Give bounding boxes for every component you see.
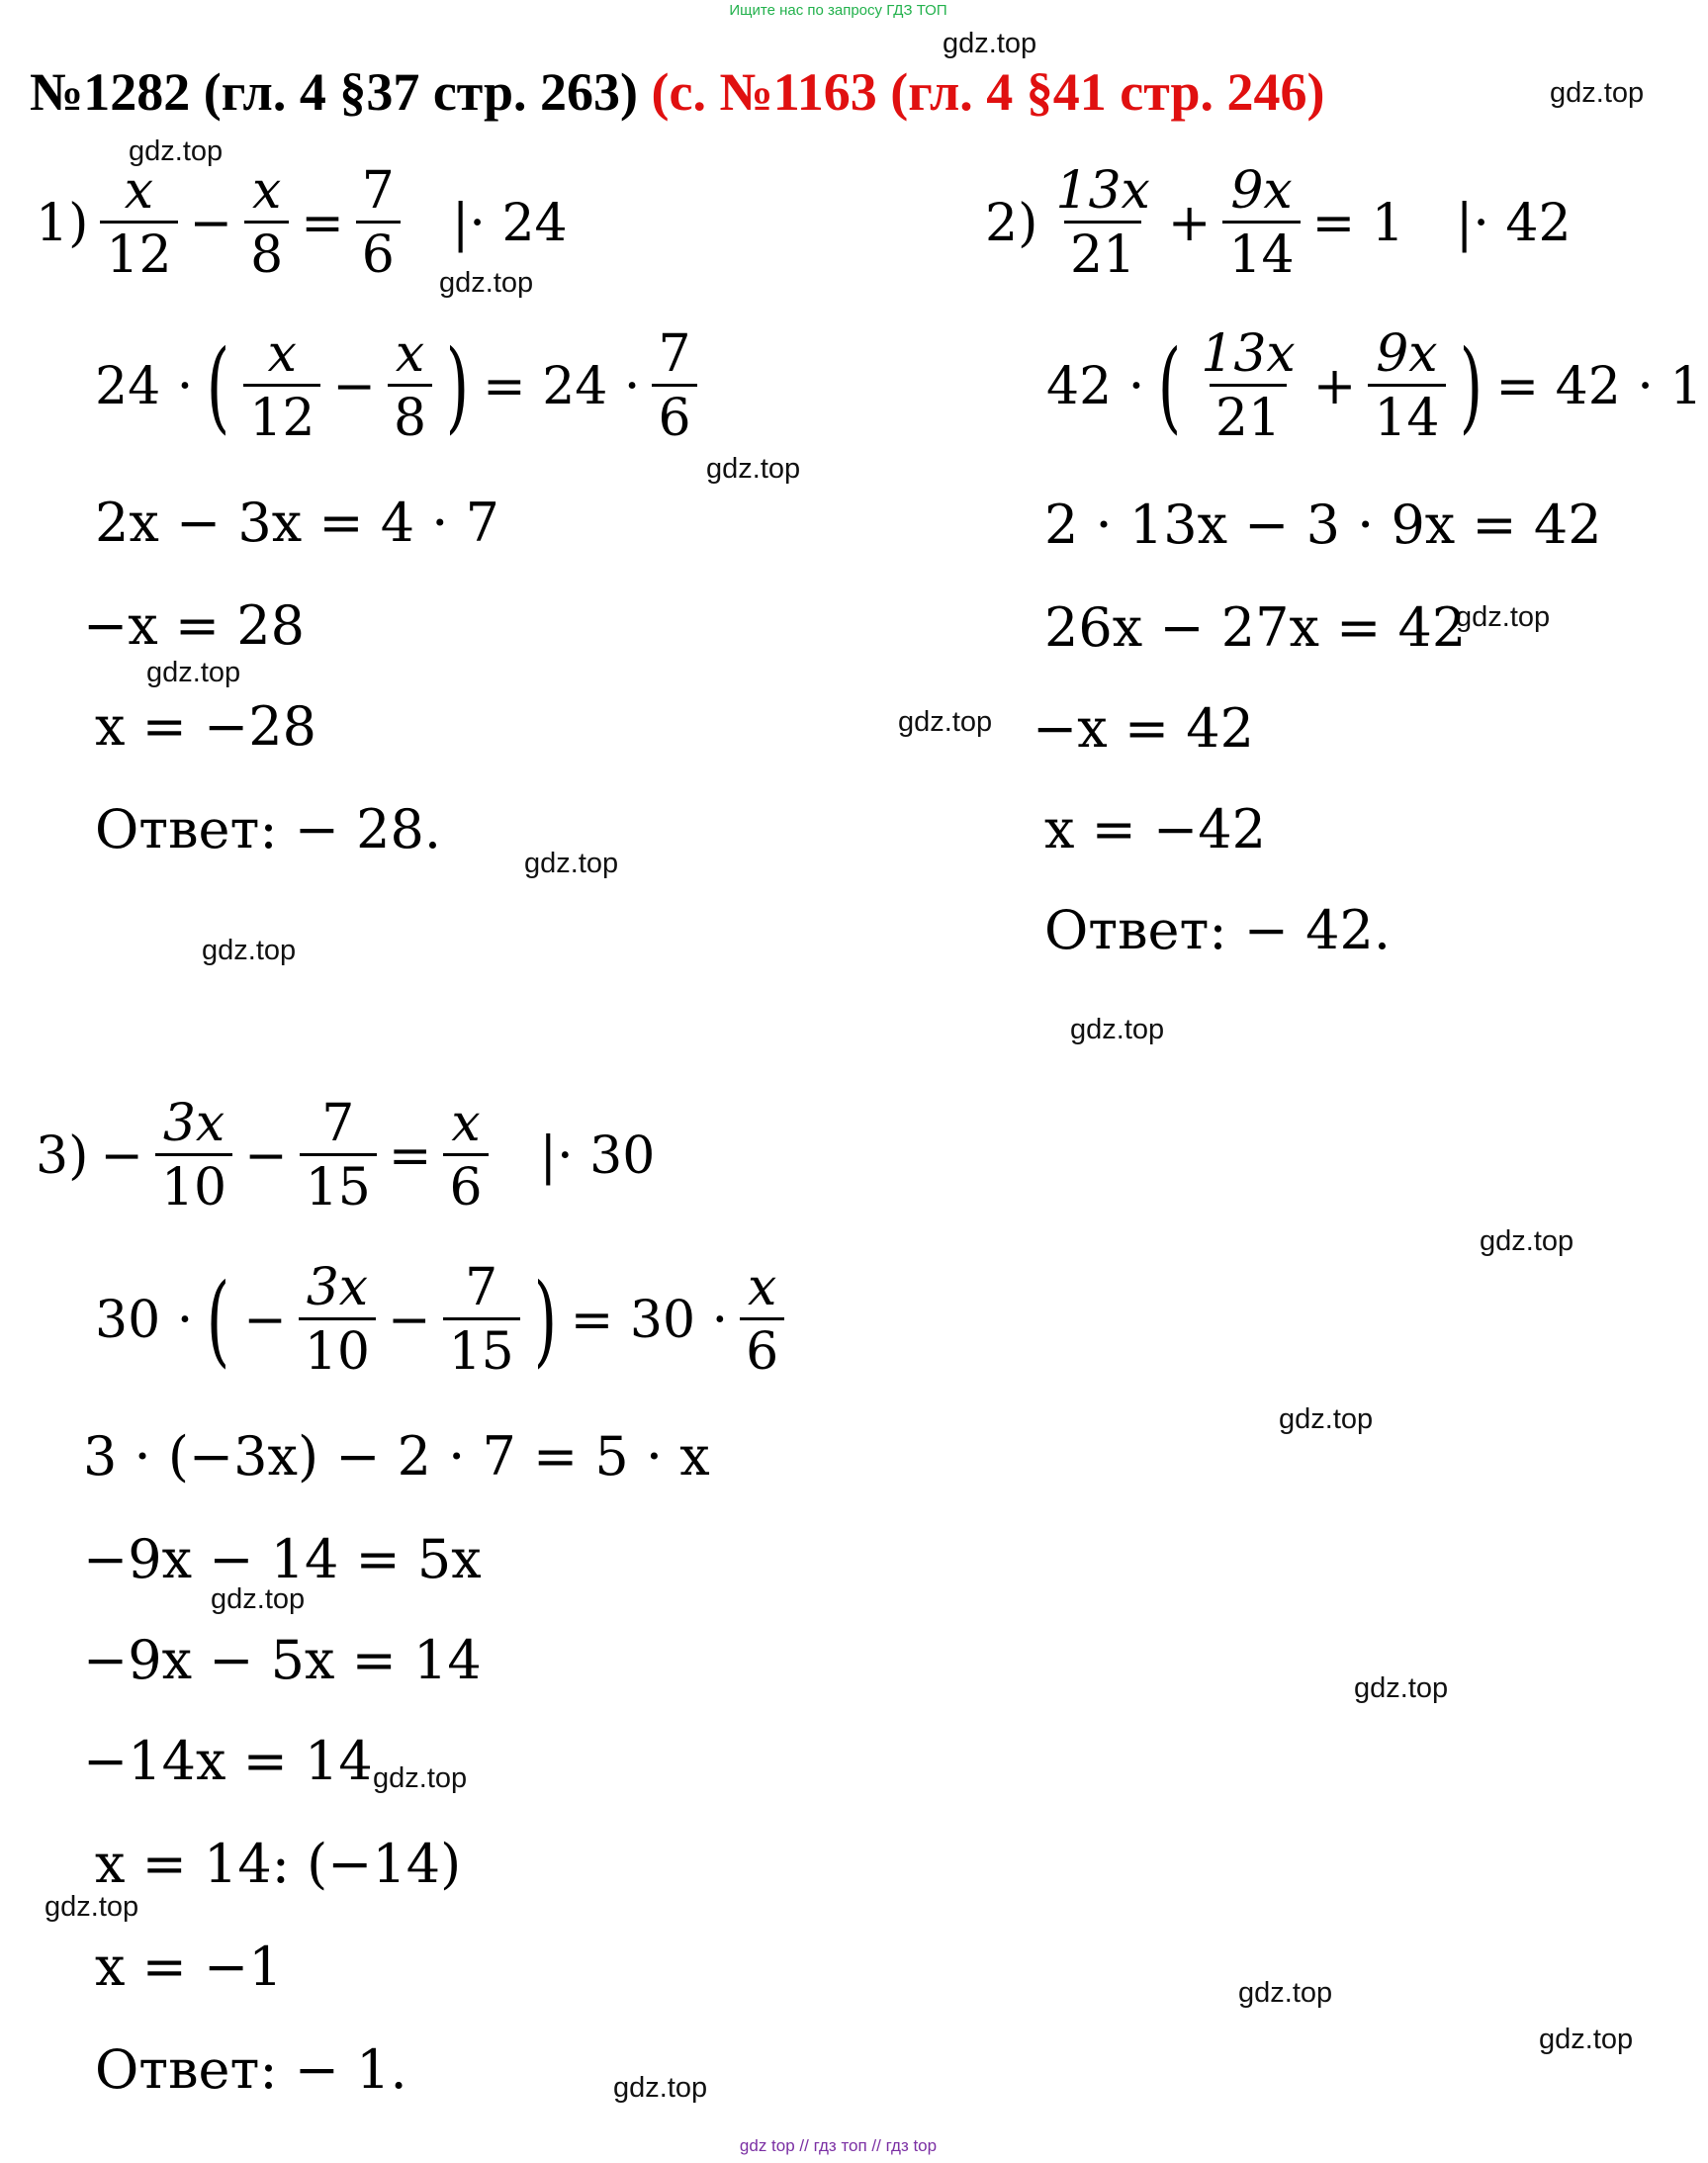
title-main: №1282 (гл. 4 §37 стр. 263): [30, 62, 638, 122]
p3-step: x = 14: (−14): [95, 1833, 462, 1895]
watermark: gdz.top: [1539, 2024, 1634, 2055]
numerator: 7: [658, 324, 691, 384]
fraction: [388, 324, 432, 448]
denominator: 12: [100, 221, 177, 281]
numerator: x: [267, 324, 297, 384]
fraction: [100, 161, 177, 285]
watermark: gdz.top: [1456, 601, 1551, 633]
watermark: gdz.top: [706, 453, 801, 485]
coefficient: 30 ·: [95, 1290, 194, 1350]
operator: +: [1167, 193, 1212, 253]
multiplier: |· 30: [539, 1126, 656, 1186]
p3-equation: [30, 1094, 661, 1217]
watermark: gdz.top: [211, 1583, 306, 1615]
denominator: 21: [1064, 221, 1141, 281]
numerator: x: [747, 1258, 777, 1317]
numerator: 7: [465, 1258, 498, 1317]
page-title: [30, 61, 1324, 123]
rhs: = 24 ·: [483, 356, 641, 416]
denominator: 15: [443, 1317, 520, 1378]
watermark: gdz.top: [524, 848, 619, 879]
watermark: gdz.top: [1279, 1403, 1374, 1435]
coefficient: 42 ·: [1046, 356, 1145, 416]
watermark: gdz.top: [1550, 77, 1645, 109]
operator: +: [1312, 356, 1357, 416]
rhs: = 1: [1311, 193, 1404, 253]
p1-step: x = −28: [95, 695, 316, 758]
denominator: 6: [443, 1153, 488, 1214]
top-banner: Ищите нас по запросу ГДЗ ТОП: [729, 2, 947, 19]
denominator: 10: [155, 1153, 232, 1214]
fraction: [443, 1094, 488, 1217]
numerator: 7: [321, 1094, 355, 1153]
watermark: gdz.top: [129, 135, 224, 167]
fraction: [300, 1094, 377, 1217]
p1-step: −x = 28: [83, 594, 305, 657]
fraction: [356, 161, 401, 285]
p2-multiplied: [1040, 324, 1708, 448]
p3-multiplied: [89, 1258, 790, 1382]
p2-step: 26x − 27x = 42: [1044, 596, 1467, 659]
p1-label: 1): [36, 193, 89, 253]
numerator: 9x: [1376, 324, 1438, 384]
rhs: = 30 ·: [570, 1290, 729, 1350]
denominator: 14: [1368, 384, 1445, 444]
watermark: gdz.top: [898, 706, 993, 738]
fraction: [1049, 161, 1156, 285]
numerator: 13x: [1055, 161, 1150, 221]
denominator: 6: [652, 384, 696, 444]
numerator: x: [451, 1094, 481, 1153]
p3-step: −9x − 14 = 5x: [83, 1528, 482, 1590]
denominator: 21: [1210, 384, 1287, 444]
denominator: 10: [299, 1317, 376, 1378]
fraction: [243, 324, 320, 448]
fraction: [1222, 161, 1300, 285]
fraction: [155, 1094, 232, 1217]
p1-step: 2x − 3x = 4 · 7: [95, 492, 499, 554]
watermark: gdz.top: [1070, 1014, 1165, 1045]
watermark: gdz.top: [1238, 1977, 1333, 2009]
close-paren: ): [445, 327, 470, 444]
watermark: gdz.top: [373, 1762, 468, 1794]
fraction: [740, 1258, 784, 1382]
operator: −: [332, 356, 376, 416]
p2-answer: Ответ: − 42.: [1044, 899, 1392, 961]
operator: −: [388, 1290, 431, 1350]
numerator: x: [395, 324, 425, 384]
numerator: 9x: [1230, 161, 1293, 221]
close-paren: ): [533, 1261, 557, 1378]
operator: −: [244, 1126, 288, 1186]
p3-step: x = −1: [95, 1936, 283, 1998]
watermark: gdz.top: [1480, 1225, 1574, 1257]
p2-label: 2): [985, 193, 1038, 253]
fraction: [244, 161, 289, 285]
p1-multiplied: [89, 324, 703, 448]
p2-equation: [979, 161, 1577, 285]
numerator: 3x: [162, 1094, 225, 1153]
p2-step: −x = 42: [1033, 697, 1254, 760]
open-paren: (: [1158, 327, 1182, 444]
coefficient: 24 ·: [95, 356, 194, 416]
open-paren: (: [207, 1261, 230, 1378]
numerator: 3x: [306, 1258, 369, 1317]
watermark: gdz.top: [943, 28, 1037, 59]
title-alt: (с. №1163 (гл. 4 §41 стр. 246): [651, 62, 1325, 122]
p3-step: 3 · (−3x) − 2 · 7 = 5 · x: [83, 1425, 710, 1487]
watermark: gdz.top: [202, 935, 297, 966]
watermark: gdz.top: [1354, 1672, 1449, 1704]
fraction: [299, 1258, 376, 1382]
p3-step: −14x = 14: [83, 1730, 373, 1792]
p3-step: −9x − 5x = 14: [83, 1629, 482, 1691]
numerator: x: [124, 161, 154, 221]
operator: −: [100, 1126, 143, 1186]
fraction: [1368, 324, 1445, 448]
open-paren: (: [207, 327, 230, 444]
watermark: gdz.top: [146, 657, 241, 688]
multiplier: |· 24: [451, 193, 568, 253]
denominator: 6: [356, 221, 401, 281]
denominator: 6: [740, 1317, 784, 1378]
close-paren: ): [1459, 327, 1483, 444]
p2-step: x = −42: [1044, 798, 1266, 860]
p3-answer: Ответ: − 1.: [95, 2038, 407, 2101]
fraction: [443, 1258, 520, 1382]
multiplier: |· 42: [1455, 193, 1572, 253]
fraction: [1195, 324, 1302, 448]
p3-label: 3): [36, 1126, 89, 1186]
numerator: 7: [361, 161, 395, 221]
watermark: gdz.top: [439, 267, 534, 299]
denominator: 14: [1222, 221, 1300, 281]
denominator: 8: [244, 221, 289, 281]
numerator: 13x: [1201, 324, 1296, 384]
operator: −: [189, 193, 233, 253]
operator: =: [388, 1126, 432, 1186]
p1-answer: Ответ: − 28.: [95, 798, 442, 860]
fraction: [652, 324, 696, 448]
footer: gdz top // гдз топ // гдз top: [739, 2136, 938, 2155]
watermark: gdz.top: [613, 2072, 708, 2104]
denominator: 8: [388, 384, 432, 444]
operator: −: [243, 1290, 287, 1350]
denominator: 12: [243, 384, 320, 444]
p2-step: 2 · 13x − 3 · 9x = 42: [1044, 494, 1602, 556]
denominator: 15: [300, 1153, 377, 1214]
numerator: x: [252, 161, 282, 221]
operator: =: [301, 193, 344, 253]
watermark: gdz.top: [45, 1891, 139, 1923]
rhs: = 42 · 1: [1495, 356, 1703, 416]
